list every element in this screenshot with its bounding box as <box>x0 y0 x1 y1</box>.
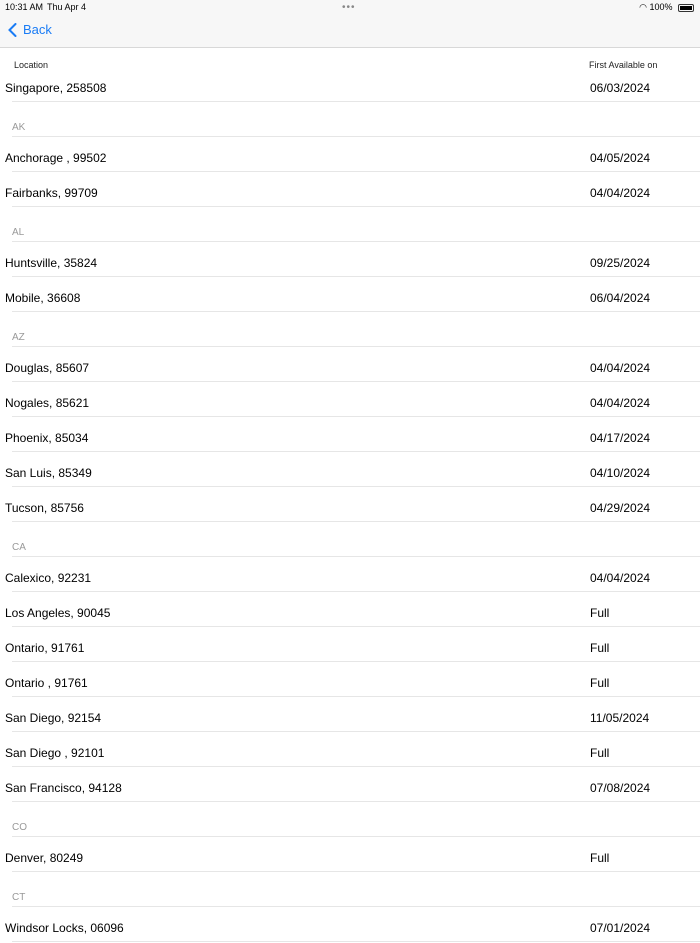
first-available-date: 07/08/2024 <box>590 781 651 795</box>
status-time: 10:31 AM <box>5 2 44 12</box>
back-button[interactable] <box>8 22 52 37</box>
section-header <box>0 103 700 138</box>
location-list <box>0 68 700 943</box>
location-name: Los Angeles, 90045 <box>5 606 111 620</box>
status-right <box>639 2 694 13</box>
list-item[interactable] <box>0 908 700 943</box>
list-item[interactable] <box>0 453 700 488</box>
list-item[interactable] <box>0 68 700 103</box>
first-available-date: 04/17/2024 <box>590 431 651 445</box>
first-available-date: 04/10/2024 <box>590 466 651 480</box>
list-item[interactable] <box>0 698 700 733</box>
list-item[interactable] <box>0 243 700 278</box>
location-name: Mobile, 36608 <box>5 291 81 305</box>
status-date: Thu Apr 4 <box>47 2 87 12</box>
list-item[interactable] <box>0 383 700 418</box>
list-item[interactable] <box>0 593 700 628</box>
first-available-date: 04/04/2024 <box>590 396 651 410</box>
first-available-date: Full <box>590 851 610 865</box>
section-label: AZ <box>12 332 25 343</box>
location-name: Phoenix, 85034 <box>5 431 89 445</box>
location-name: Anchorage , 99502 <box>5 151 107 165</box>
list-item[interactable] <box>0 348 700 383</box>
list-item[interactable] <box>0 838 700 873</box>
section-header <box>0 208 700 243</box>
location-name: Douglas, 85607 <box>5 361 90 375</box>
location-name: Ontario , 91761 <box>5 676 88 690</box>
location-name: Ontario, 91761 <box>5 641 85 655</box>
location-name: Fairbanks, 99709 <box>5 186 98 200</box>
location-name: San Luis, 85349 <box>5 466 92 480</box>
section-label: CT <box>12 892 26 903</box>
location-name: Denver, 80249 <box>5 851 84 865</box>
first-available-date: 09/25/2024 <box>590 256 651 270</box>
section-header <box>0 313 700 348</box>
list-item[interactable] <box>0 558 700 593</box>
list-item[interactable] <box>0 488 700 523</box>
list-item[interactable] <box>0 418 700 453</box>
location-name: Huntsville, 35824 <box>5 256 98 270</box>
navigation-bar <box>0 0 700 48</box>
location-name: San Diego , 92101 <box>5 746 105 760</box>
list-item[interactable] <box>0 628 700 663</box>
first-available-date: Full <box>590 746 610 760</box>
first-available-date: 04/05/2024 <box>590 151 651 165</box>
first-available-date: 04/29/2024 <box>590 501 651 515</box>
location-name: Nogales, 85621 <box>5 396 90 410</box>
section-header <box>0 803 700 838</box>
location-name: San Diego, 92154 <box>5 711 102 725</box>
battery-icon <box>678 4 694 12</box>
section-label: CO <box>12 822 27 833</box>
location-name: Tucson, 85756 <box>5 501 84 515</box>
section-label: AK <box>12 122 26 133</box>
multitasking-dots-icon[interactable]: ••• <box>342 2 356 13</box>
location-name: Singapore, 258508 <box>5 81 107 95</box>
first-available-date: 04/04/2024 <box>590 361 651 375</box>
list-item[interactable] <box>0 663 700 698</box>
column-header-first-available: First Available on <box>589 60 658 70</box>
first-available-date: 11/05/2024 <box>590 711 650 725</box>
chevron-left-icon <box>8 23 17 37</box>
first-available-date: 06/03/2024 <box>590 81 651 95</box>
location-name: Windsor Locks, 06096 <box>5 921 124 935</box>
location-name: San Francisco, 94128 <box>5 781 122 795</box>
column-header-location: Location <box>14 60 49 70</box>
list-item[interactable] <box>0 733 700 768</box>
first-available-date: 04/04/2024 <box>590 571 651 585</box>
list-item[interactable] <box>0 138 700 173</box>
list-item[interactable] <box>0 768 700 803</box>
wifi-icon: ◠ <box>639 2 647 12</box>
first-available-date: Full <box>590 606 610 620</box>
section-header <box>0 523 700 558</box>
location-name: Calexico, 92231 <box>5 571 92 585</box>
first-available-date: Full <box>590 676 610 690</box>
section-label: CA <box>12 542 26 553</box>
back-label: Back <box>23 22 52 37</box>
section-label: AL <box>12 227 25 238</box>
section-header <box>0 873 700 908</box>
list-item[interactable] <box>0 173 700 208</box>
first-available-date: 07/01/2024 <box>590 921 651 935</box>
first-available-date: 06/04/2024 <box>590 291 651 305</box>
list-item[interactable] <box>0 278 700 313</box>
battery-percent: 100% <box>649 2 673 12</box>
first-available-date: 04/04/2024 <box>590 186 651 200</box>
first-available-date: Full <box>590 641 610 655</box>
